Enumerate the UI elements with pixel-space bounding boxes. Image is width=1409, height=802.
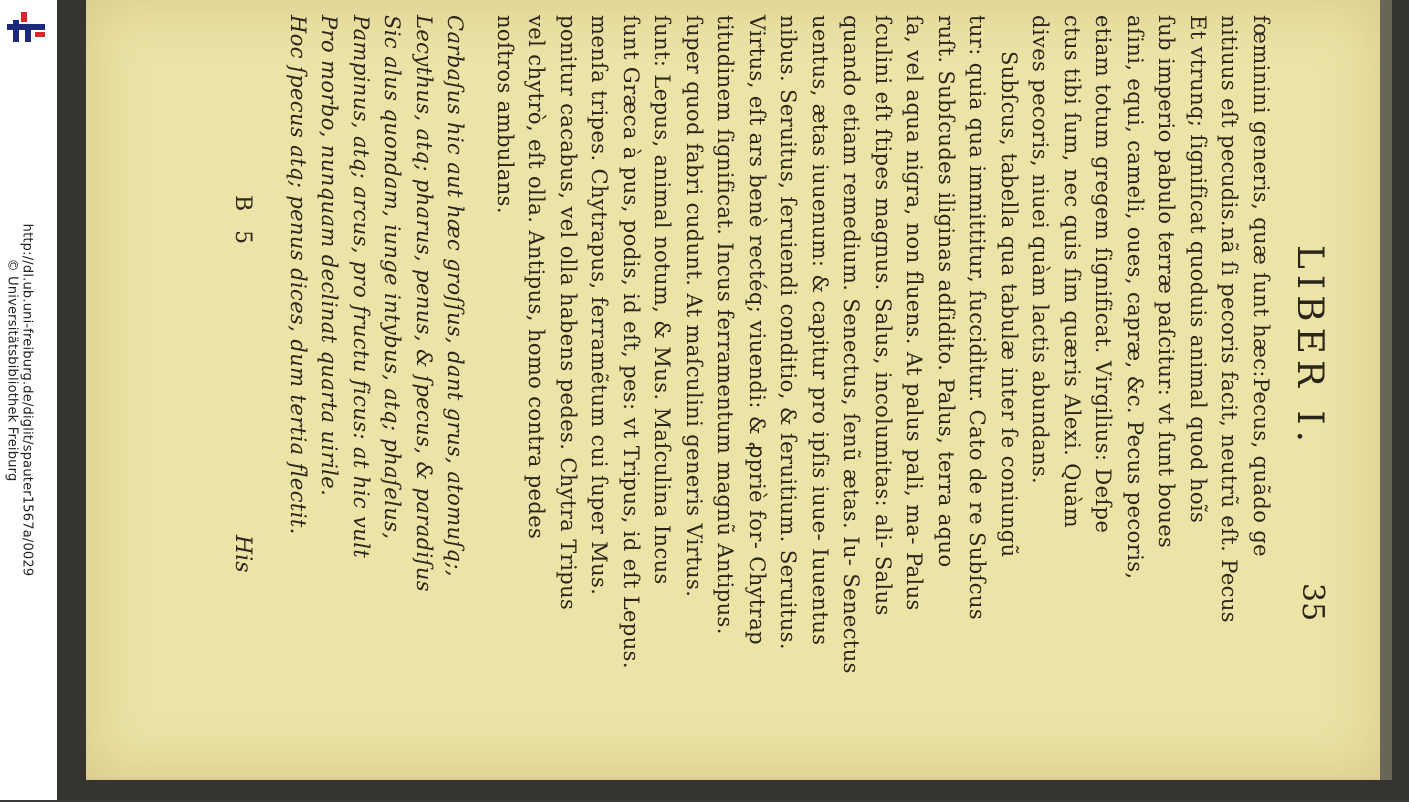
text-line: ctus tibi ſum, nec quis ſim quæris Alexi. Quàm xyxy=(1060,15,1084,529)
institution-sidebar xyxy=(0,0,58,800)
verse-line: Hoc ſpecus atq; penus dices, dum tertia flectit. xyxy=(286,15,310,535)
text-line: ſub imperio pabulo terræ paſcitur: vt ſunt boues xyxy=(1154,15,1179,549)
section-gap xyxy=(471,15,489,635)
text-line: nibus. Seruitus, ſeruiendi conditio, & ſeruitium. Seruitus. xyxy=(776,15,801,650)
text-line: noſtros ambulans. xyxy=(493,15,517,214)
page-header xyxy=(1276,15,1336,635)
verse-line: Sic alus quondam, iunge intybus, atq; phaſelus, xyxy=(380,15,405,540)
text-line: tur: quia qua immittitur, ſuccidìtur. Cato de re Subſcus xyxy=(965,15,990,621)
verse-line: Carbaſus hic aut hæc groſſus, dant grus, atomuſq;, xyxy=(443,15,468,577)
verse-line: Pro morbo, nunquam declinat quarta uirile. xyxy=(317,15,342,497)
text-line: aſini, equi, cameli, oues, capræ, &c. Pecus pecoris, xyxy=(1123,15,1147,580)
page-footer xyxy=(218,15,268,635)
text-line: ſunt: Lepus, animal notum, & Mus. Maſculina Incus xyxy=(650,15,675,585)
text-line: fœminini generis, quæ ſunt hæc:Pecus, quãdo ge xyxy=(1249,15,1273,557)
running-head: LIBER I. xyxy=(1289,245,1330,449)
text-line: ſculini eſt ſtipes magnus. Salus, incolumitas: ali- Salus xyxy=(871,15,895,616)
text-line: titudinem ſignificat. Incus ferramentum magnũ Antipus. xyxy=(713,15,738,635)
text-line: etiam totum gregem ſignificat. Virgilius: Deſpe xyxy=(1091,15,1116,534)
permalink-url[interactable] xyxy=(20,224,35,577)
signature-mark: B 5 xyxy=(230,195,256,251)
text-line: ſuper quod fabri cudunt. At maſculini generis Virtus. xyxy=(682,15,706,598)
text-lines xyxy=(282,15,1277,674)
text-line: Subſcus, tabella qua tabulæ inter ſe coniungũ xyxy=(997,51,1021,558)
folio-number: 35 xyxy=(1295,583,1330,622)
text-line: Et vtrunq; ſignificat quoduis animal quod hoĩs xyxy=(1186,15,1210,524)
text-line: ſa, vel aqua nigra, non fluens. At palus pali, ma- Palus xyxy=(902,15,927,611)
text-line: ſunt Græca à pus, podis, id eſt, pes: vt Tripus, id eſt Lepus. xyxy=(619,15,643,669)
text-line: ponitur cacabus, vel olla habens pedes. Chytra Tripus xyxy=(556,15,580,611)
catchword: His xyxy=(230,535,256,573)
text-line: Virtus, eſt ars benè rectéq; viuendi: & ꝓpriè for- Chytrap xyxy=(745,15,769,645)
copyright-line xyxy=(5,259,20,482)
page-edge xyxy=(1380,0,1392,780)
text-line: ruſt. Subſcudes iliginas adſidito. Palus, terra aquo xyxy=(934,15,958,568)
verse-line: Lecythus, atq; pharus, penus, & ſpecus, & paradiſus xyxy=(412,15,436,592)
text-line: quando etiam remedium. Senectus, ſenũ ætas. Iu- Senectus xyxy=(839,15,864,674)
copyright-text: © Universitätsbibliothek Freiburg xyxy=(4,258,20,482)
permalink-text[interactable]: http://dl.ub.uni-freiburg.de/diglit/spauter1567a/0029 xyxy=(19,223,35,577)
text-line: vel chytrò, eſt olla. Antipus, homo contra pedes xyxy=(524,15,549,540)
text-line: dives pecoris, niuei quàm lactis abundans. xyxy=(1028,15,1053,485)
text-line: nitiuus eſt pecudis.nã ſi pecoris facit, neutrũ eſt. Pecus xyxy=(1217,15,1242,623)
page-text-block xyxy=(230,15,1336,674)
text-line: uentus, ætas iuuenum: & capitur pro ipſis iuue- Iuuentus xyxy=(808,15,832,646)
text-line: menſa tripes. Chytrapus, ferramẽtum cui ſuper Mus. xyxy=(587,15,612,596)
verse-line: Pampinus, atq; arcus, pro fructu ficus: at hic vult xyxy=(349,15,373,559)
ub-freiburg-logo-icon xyxy=(5,10,47,44)
